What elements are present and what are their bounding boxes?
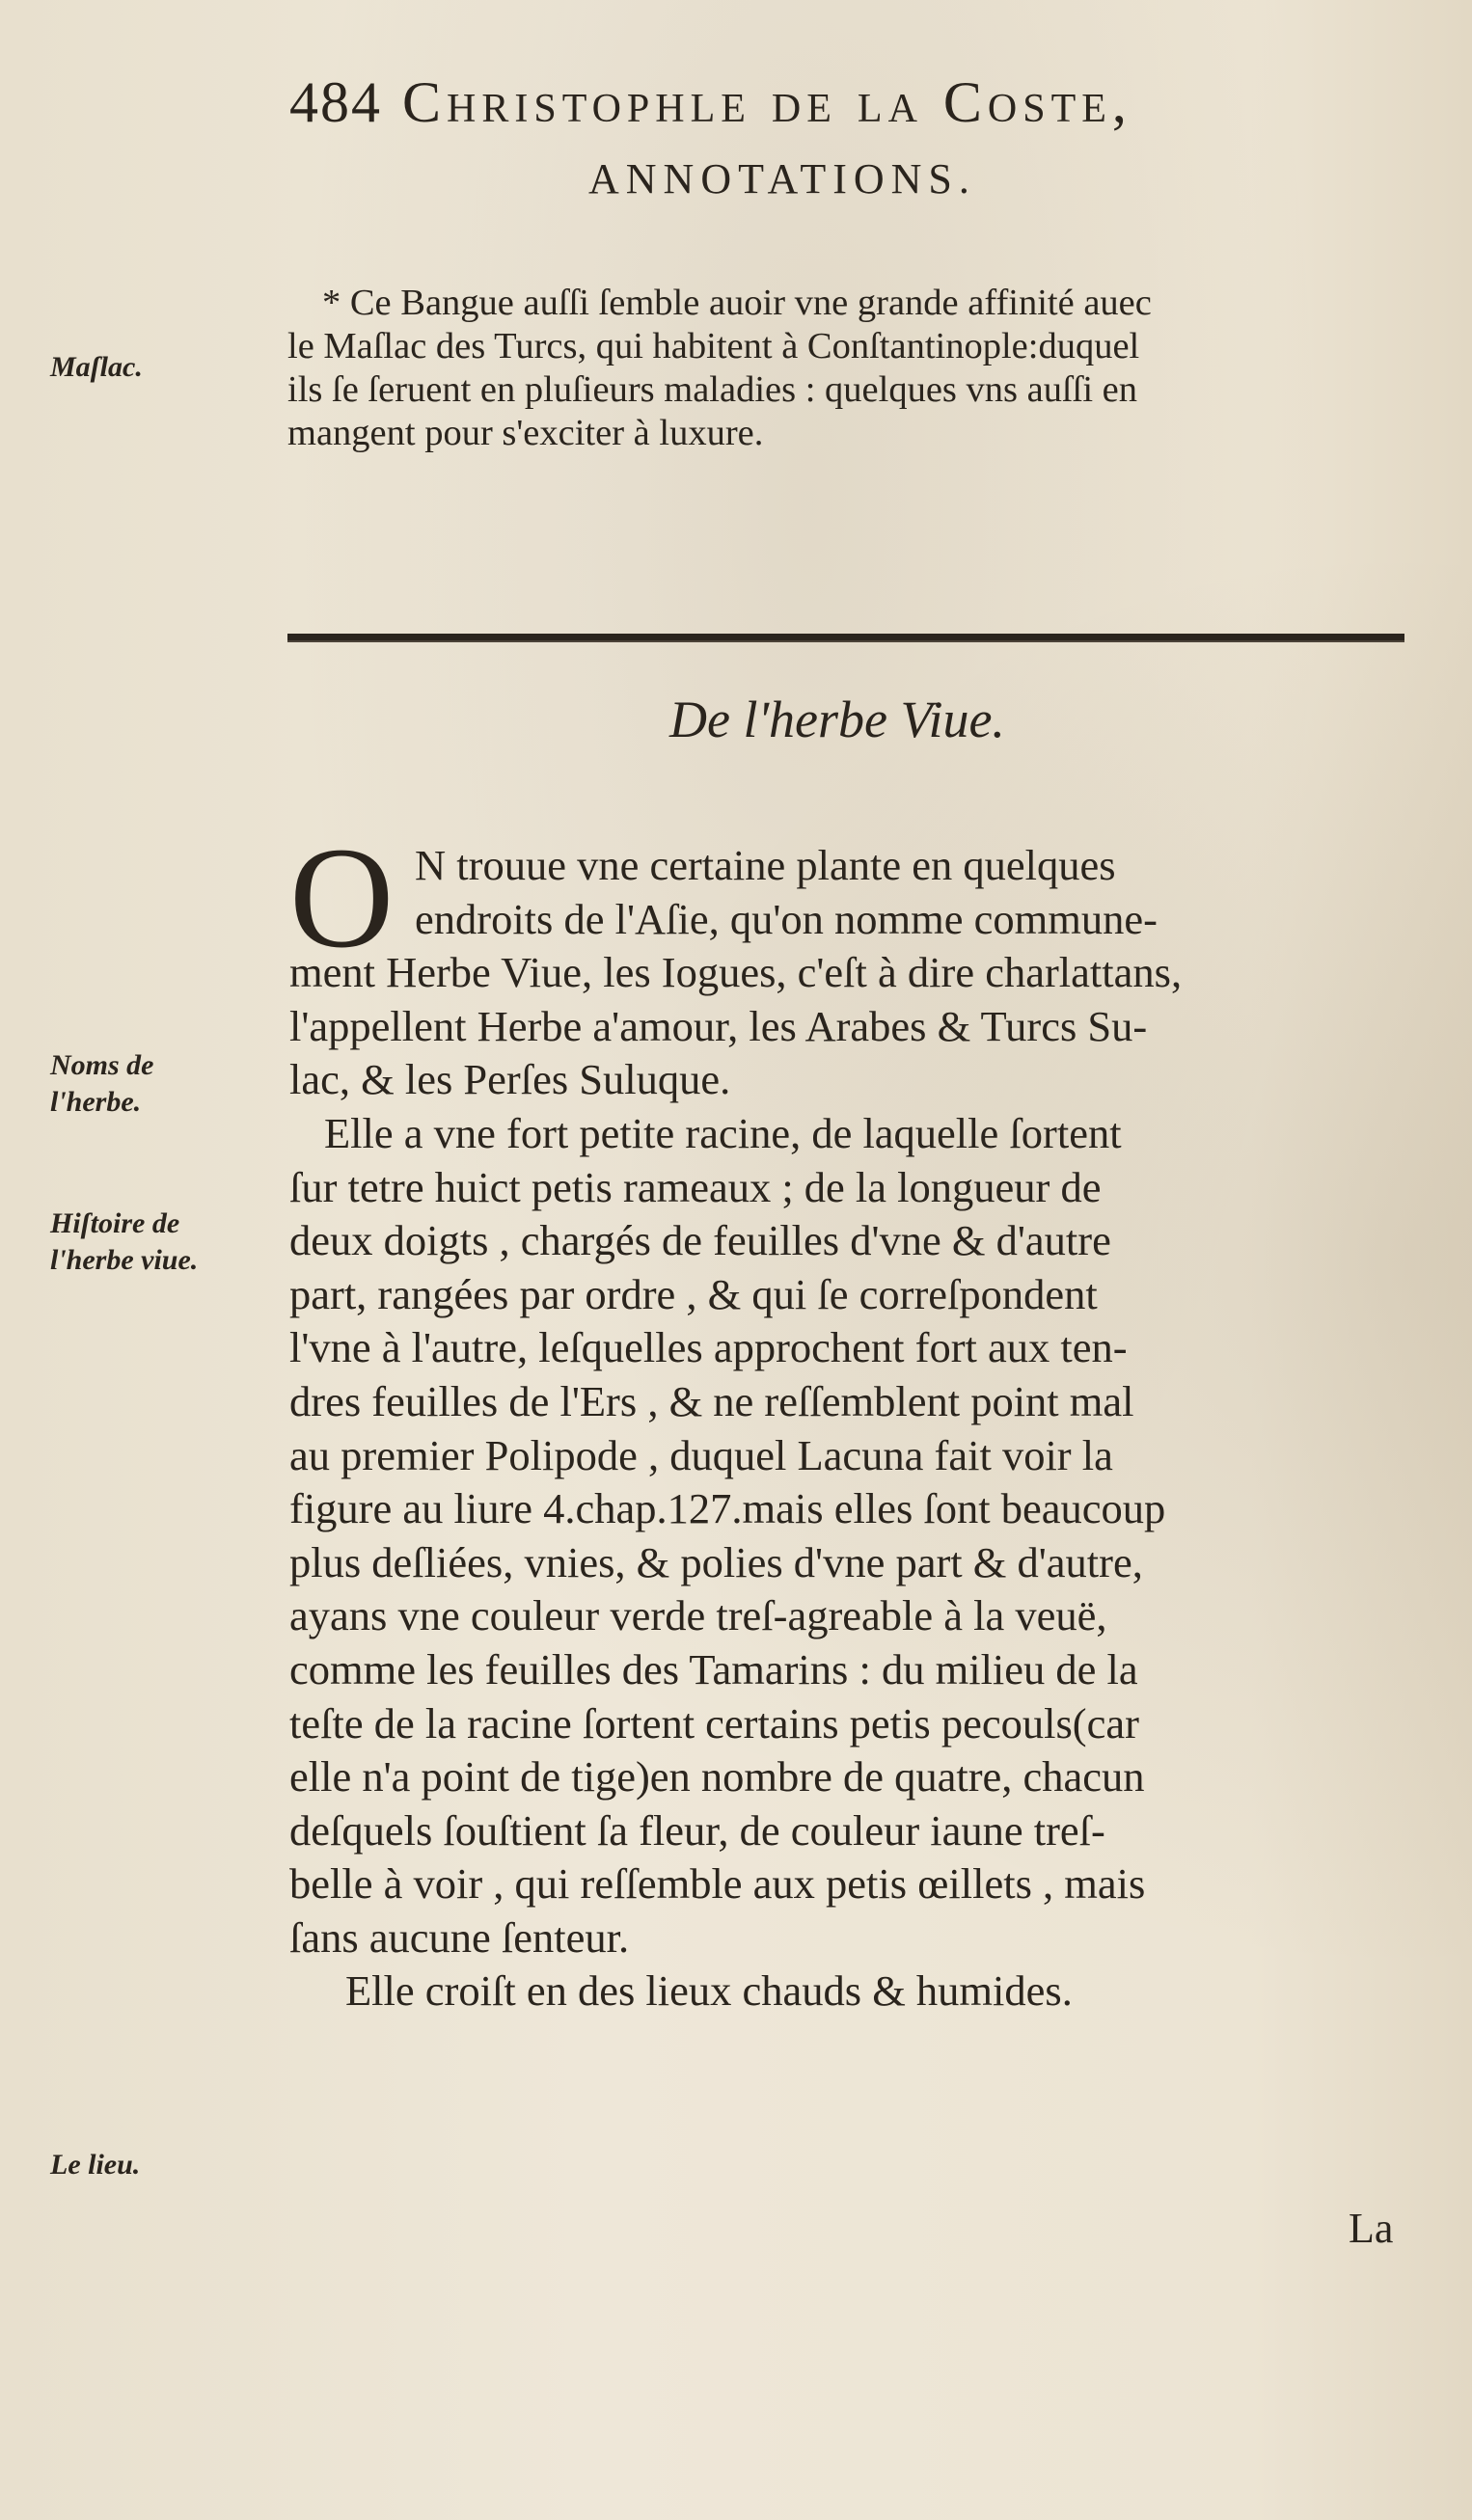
- annotation-block: [287, 282, 1426, 455]
- annotation-line: le Maſlac des Turcs, qui habitent à Conſtantinople:duquel: [287, 326, 1140, 366]
- annotation-line: * Ce Bangue auſſi ſemble auoir vne grande affinité auec: [322, 283, 1152, 323]
- running-header: [289, 69, 1399, 136]
- body-line: N trouue vne certaine plante en quelques: [415, 841, 1116, 889]
- body-line: teſte de la racine ſortent certains petis pecouls(car: [289, 1698, 1139, 1748]
- running-title: Christophle de la Coste,: [402, 70, 1132, 134]
- body-line: l'vne à l'autre, leſquelles approchent fort aux ten-: [289, 1323, 1128, 1372]
- body-line: ſur tetre huict petis rameaux ; de la longueur de: [289, 1162, 1102, 1211]
- catchword: La: [1349, 2205, 1394, 2252]
- margin-note-text: Hiſtoire de: [50, 1207, 180, 1239]
- margin-note-text: Noms de: [50, 1049, 154, 1081]
- body-line: part, rangées par ordre , & qui ſe correſpondent: [289, 1269, 1098, 1318]
- chapter-title: De l'herbe Viue.: [669, 691, 1005, 748]
- body-text: [289, 818, 1418, 2019]
- margin-note-maslac: [50, 349, 272, 386]
- body-line: ſans aucune ſenteur.: [289, 1912, 630, 1962]
- margin-note-text: l'herbe viue.: [50, 1244, 199, 1276]
- section-divider: [287, 634, 1404, 642]
- body-line: belle à voir , qui reſſemble aux petis œillets , mais: [289, 1859, 1146, 1909]
- body-line: Elle a vne fort petite racine, de laquelle ſortent: [324, 1108, 1122, 1157]
- body-line: au premier Polipode , duquel Lacuna fait voir la: [289, 1430, 1113, 1479]
- body-line: l'appellent Herbe a'amour, les Arabes & Turcs Su-: [289, 1001, 1148, 1050]
- margin-note-text: Le lieu.: [50, 2149, 141, 2181]
- margin-note-histoire: [50, 1206, 272, 1279]
- margin-note-lieu: [50, 2147, 272, 2183]
- body-line: figure au liure 4.chap.127.mais elles ſont beaucoup: [289, 1484, 1166, 1533]
- body-line: plus deſliées, vnies, & polies d'vne part & d'autre,: [289, 1537, 1143, 1586]
- body-line: ment Herbe Viue, les Iogues, c'eſt à dire charlattans,: [289, 948, 1183, 997]
- body-line: elle n'a point de tige)en nombre de quatre, chacun: [289, 1752, 1145, 1802]
- body-line: endroits de l'Aſie, qu'on nomme commune-: [415, 894, 1158, 943]
- body-line: deux doigts , chargés de feuilles d'vne & d'autre: [289, 1216, 1111, 1265]
- body-line: Elle croiſt en des lieux chauds & humides.: [345, 1966, 1073, 2016]
- annotation-line: ils ſe ſeruent en pluſieurs maladies : quelques vns auſſi en: [287, 369, 1138, 410]
- annotation-line: mangent pour s'exciter à luxure.: [287, 413, 764, 453]
- section-title: ANNOTATIONS.: [588, 155, 976, 203]
- body-line: dres feuilles de l'Ers , & ne reſſemblent point mal: [289, 1376, 1134, 1425]
- page-number: 484: [289, 70, 382, 134]
- body-line: comme les feuilles des Tamarins : du milieu de la: [289, 1644, 1138, 1694]
- margin-note-text: l'herbe.: [50, 1086, 142, 1118]
- body-line: lac, & les Perſes Suluque.: [289, 1055, 731, 1104]
- drop-cap: O: [289, 818, 395, 978]
- margin-note-text: Maſlac.: [50, 351, 143, 383]
- body-line: deſquels ſouſtient ſa fleur, de couleur iaune treſ-: [289, 1805, 1105, 1855]
- margin-note-noms: [50, 1047, 272, 1121]
- body-line: ayans vne couleur verde treſ-agreable à la veuë,: [289, 1591, 1107, 1640]
